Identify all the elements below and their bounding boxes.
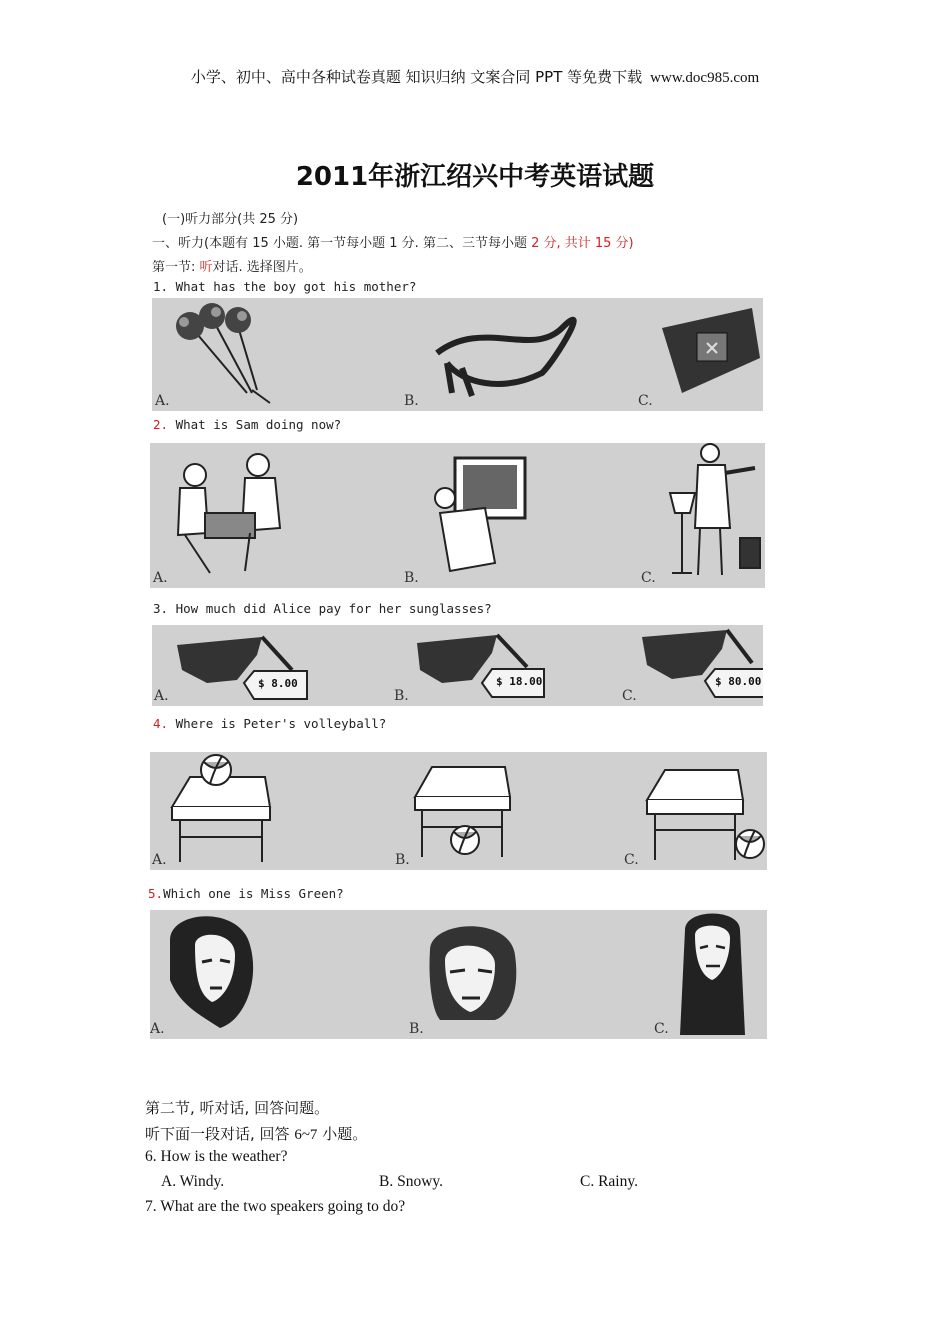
watching-tv-icon xyxy=(435,458,525,571)
question-text: Which one is Miss Green? xyxy=(163,886,344,901)
carnation-flowers-icon xyxy=(152,298,763,411)
question-6-option-c: C. Rainy. xyxy=(580,1173,638,1190)
question-4 xyxy=(153,716,386,731)
section2-instruction xyxy=(145,1123,367,1144)
question-2 xyxy=(153,417,341,432)
question-text: Where is Peter's volleyball? xyxy=(175,716,387,731)
wristwatch-icon xyxy=(662,308,760,393)
instruction-range: 6~7 xyxy=(294,1127,318,1143)
header-site: www.doc985.com xyxy=(650,70,760,86)
price-c: $ 80.00 xyxy=(715,675,762,688)
question-6-option-a: A. Windy. xyxy=(161,1173,225,1190)
question-6: 6. How is the weather? xyxy=(145,1148,288,1165)
section1-heading xyxy=(152,256,312,275)
question-4-image-panel xyxy=(150,752,767,870)
question-2-image-panel xyxy=(150,443,765,588)
question-text: How much did Alice pay for her sunglasses? xyxy=(175,601,492,616)
volleyball-icon xyxy=(736,830,764,858)
header-text: 小学、初中、高中各种试卷真题 知识归纳 文案合同 PPT 等免费下载 xyxy=(190,68,643,86)
question-1 xyxy=(153,279,416,294)
page-header xyxy=(0,66,950,87)
option-c-label: C. xyxy=(638,393,653,409)
section2-heading: 第二节, 听对话, 回答问题。 xyxy=(145,1099,330,1117)
price-b: $ 18.00 xyxy=(496,675,543,688)
question-3-image-panel xyxy=(152,625,763,706)
woman-bob-hair-icon xyxy=(429,926,516,1020)
intro-score-red: 2 分, 共计 15 分) xyxy=(531,236,634,251)
page-title: 2011年浙江绍兴中考英语试题 xyxy=(295,162,655,192)
desk-icon xyxy=(647,770,743,860)
option-b-label: B. xyxy=(394,688,409,704)
desk-icon xyxy=(172,777,270,862)
option-c-label: C. xyxy=(654,1021,669,1037)
woman-long-straight-hair-icon xyxy=(680,914,745,1036)
intro-text: 一、听力(本题有 15 小题. 第一节每小题 1 分. 第二、三节每小题 xyxy=(152,236,532,251)
section1-label: 第一节: xyxy=(152,260,200,275)
instruction-text: 听下面一段对话, 回答 xyxy=(145,1125,295,1143)
listening-part-label: (一)听力部分(共 25 分) xyxy=(162,212,299,227)
price-a: $ 8.00 xyxy=(258,677,298,690)
question-text: What is Sam doing now? xyxy=(175,417,342,432)
woman-wavy-hair-icon xyxy=(170,916,253,1028)
option-c-label: C. xyxy=(624,852,639,868)
option-b-label: B. xyxy=(395,852,410,868)
question-number: 1. xyxy=(153,279,169,294)
option-b-label: B. xyxy=(409,1021,424,1037)
option-a-label: A. xyxy=(150,1021,165,1037)
question-5-image-panel xyxy=(150,910,767,1039)
option-a-label: A. xyxy=(155,393,170,409)
question-1-image-panel xyxy=(152,298,763,411)
option-a-label: A. xyxy=(153,570,168,586)
question-number: 2. xyxy=(153,417,169,432)
question-number: 4. xyxy=(153,716,169,731)
option-c-label: C. xyxy=(641,570,656,586)
option-b-label: B. xyxy=(404,393,419,409)
option-a-label: A. xyxy=(154,688,169,704)
option-a-label: A. xyxy=(152,852,167,868)
question-5 xyxy=(148,886,344,901)
scarf-icon xyxy=(437,320,574,396)
question-6-option-b: B. Snowy. xyxy=(379,1173,444,1190)
question-number: 5. xyxy=(148,886,164,901)
listening-intro xyxy=(152,232,634,251)
section1-listen-red: 听 xyxy=(199,260,213,275)
option-b-label: B. xyxy=(404,570,419,586)
question-7: 7. What are the two speakers going to do? xyxy=(145,1198,406,1215)
question-number: 3. xyxy=(153,601,169,616)
option-c-label: C. xyxy=(622,688,637,704)
playing-chess-icon xyxy=(150,443,765,588)
question-3 xyxy=(153,601,492,616)
volleyball-icon xyxy=(451,826,479,854)
instruction-text-end: 小题。 xyxy=(317,1125,368,1143)
playing-violin-icon xyxy=(670,444,760,575)
question-text: What has the boy got his mother? xyxy=(175,279,417,294)
section1-desc: 对话. 选择图片。 xyxy=(212,260,312,275)
volleyball-icon xyxy=(201,755,231,785)
